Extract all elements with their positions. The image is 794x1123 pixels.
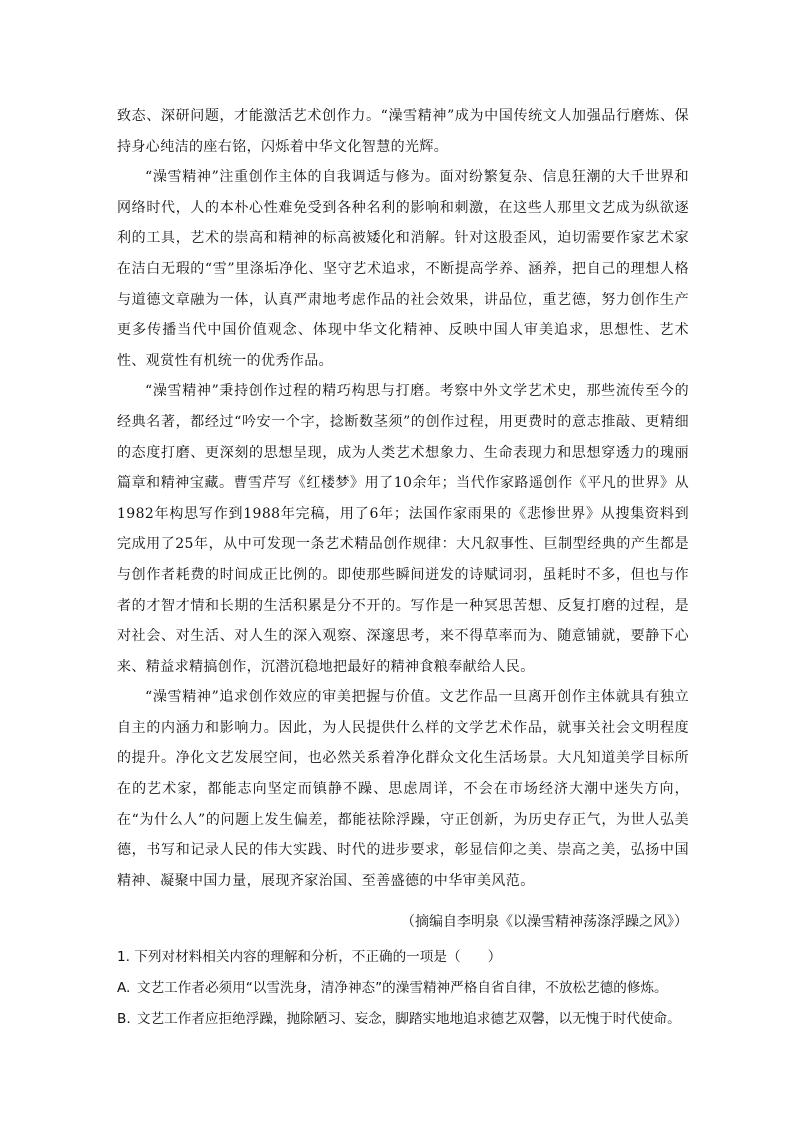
article-source: （摘编自李明泉《以澡雪精神荡涤浮躁之风》） [401,914,688,930]
question-stem: 1. 下列对材料相关内容的理解和分析，不正确的一项是（ ） [117,949,502,965]
option-a [117,973,697,1004]
option-a-text: 文艺工作者必须用“以雪洗身，清净神态”的澡雪精神严格自省自律，不放松艺德的修炼。 [137,980,668,996]
option-b [117,1004,697,1035]
question-1 [117,942,697,1035]
option-b-letter: B. [117,1011,131,1027]
paragraph-3: “澡雪精神”秉持创作过程的精巧构思与打磨。考察中外文学艺术史，那些流传至今的经典名著，都经过“吟安一个字，捻断数茎须”的创作过程，用更费时的意志推敲、更精细的态度打磨、更深刻的思想呈现，成为人类艺术想象力、生命表现力和思想穿透力的瑰丽篇章和精神宝藏。曹雪芹写《红楼梦》用了10余年；当代作家路遥创作《平凡的世界》从1982年构思写作到1988年完稿，用了6年；法国作家雨果的《悲惨世界》从搜集资料到完成用了25年，从中可发现一条艺术精品创作规律：大凡叙事性、巨制型经典的产生都是与创作者耗费的时间成正比例的。即使那些瞬间迸发的诗赋词羽，虽耗时不多，但也与作者的才智才情和长期的生活积累是分不开的。写作是一种冥思苦想、反复打磨的过程，是对社会、对生活、对人生的深入观察、深邃思考，来不得草率而为、随意铺就，要静下心来、精益求精搞创作，沉潜沉稳地把最好的精神食粮奉献给人民。 [117,383,689,675]
option-b-text: 文艺工作者应拒绝浮躁，抛除陋习、妄念，脚踏实地地追求德艺双馨，以无愧于时代使命。 [137,1011,681,1027]
option-a-letter: A. [117,980,131,996]
article-body [117,101,689,896]
paragraph-4: “澡雪精神”追求创作效应的审美把握与价值。文艺作品一旦离开创作主体就具有独立自主的内涵力和影响力。因此，为人民提供什么样的文学艺术作品，就事关社会文明程度的提升。净化文艺发展空间，也必然关系着净化群众文化生活场景。大凡知道美学目标所在的艺术家，都能志向坚定而镇静不躁、思虑周详，不会在市场经济大潮中迷失方向，在“为什么人”的问题上发生偏差，都能祛除浮躁，守正创新，为历史存正气，为世人弘美德，书写和记录人民的伟大实践、时代的进步要求，彰显信仰之美、崇高之美，弘扬中国精神、凝聚中国力量，展现齐家治国、至善盛德的中华审美风范。 [117,689,689,889]
paragraph-1: 致态、深研问题，才能激活艺术创作力。“澡雪精神”成为中国传统文人加强品行磨炼、保持身心纯洁的座右铭，闪烁着中华文化智慧的光辉。 [117,108,689,155]
paragraph-2: “澡雪精神”注重创作主体的自我调适与修为。面对纷繁复杂、信息狂潮的大千世界和网络时代，人的本朴心性难免受到各种名利的影响和刺激，在这些人那里文艺成为纵欲逐利的工具，艺术的崇高和精神的标高被矮化和消解。针对这股歪风，迫切需要作家艺术家在洁白无瑕的“雪”里涤垢净化、坚守艺术追求，不断提高学养、涵养，把自己的理想人格与道德文章融为一体，认真严肃地考虑作品的社会效果，讲品位，重艺德，努力创作生产更多传播当代中国价值观念、体现中华文化精神、反映中国人审美追求，思想性、艺术性、观赏性有机统一的优秀作品。 [117,169,689,369]
